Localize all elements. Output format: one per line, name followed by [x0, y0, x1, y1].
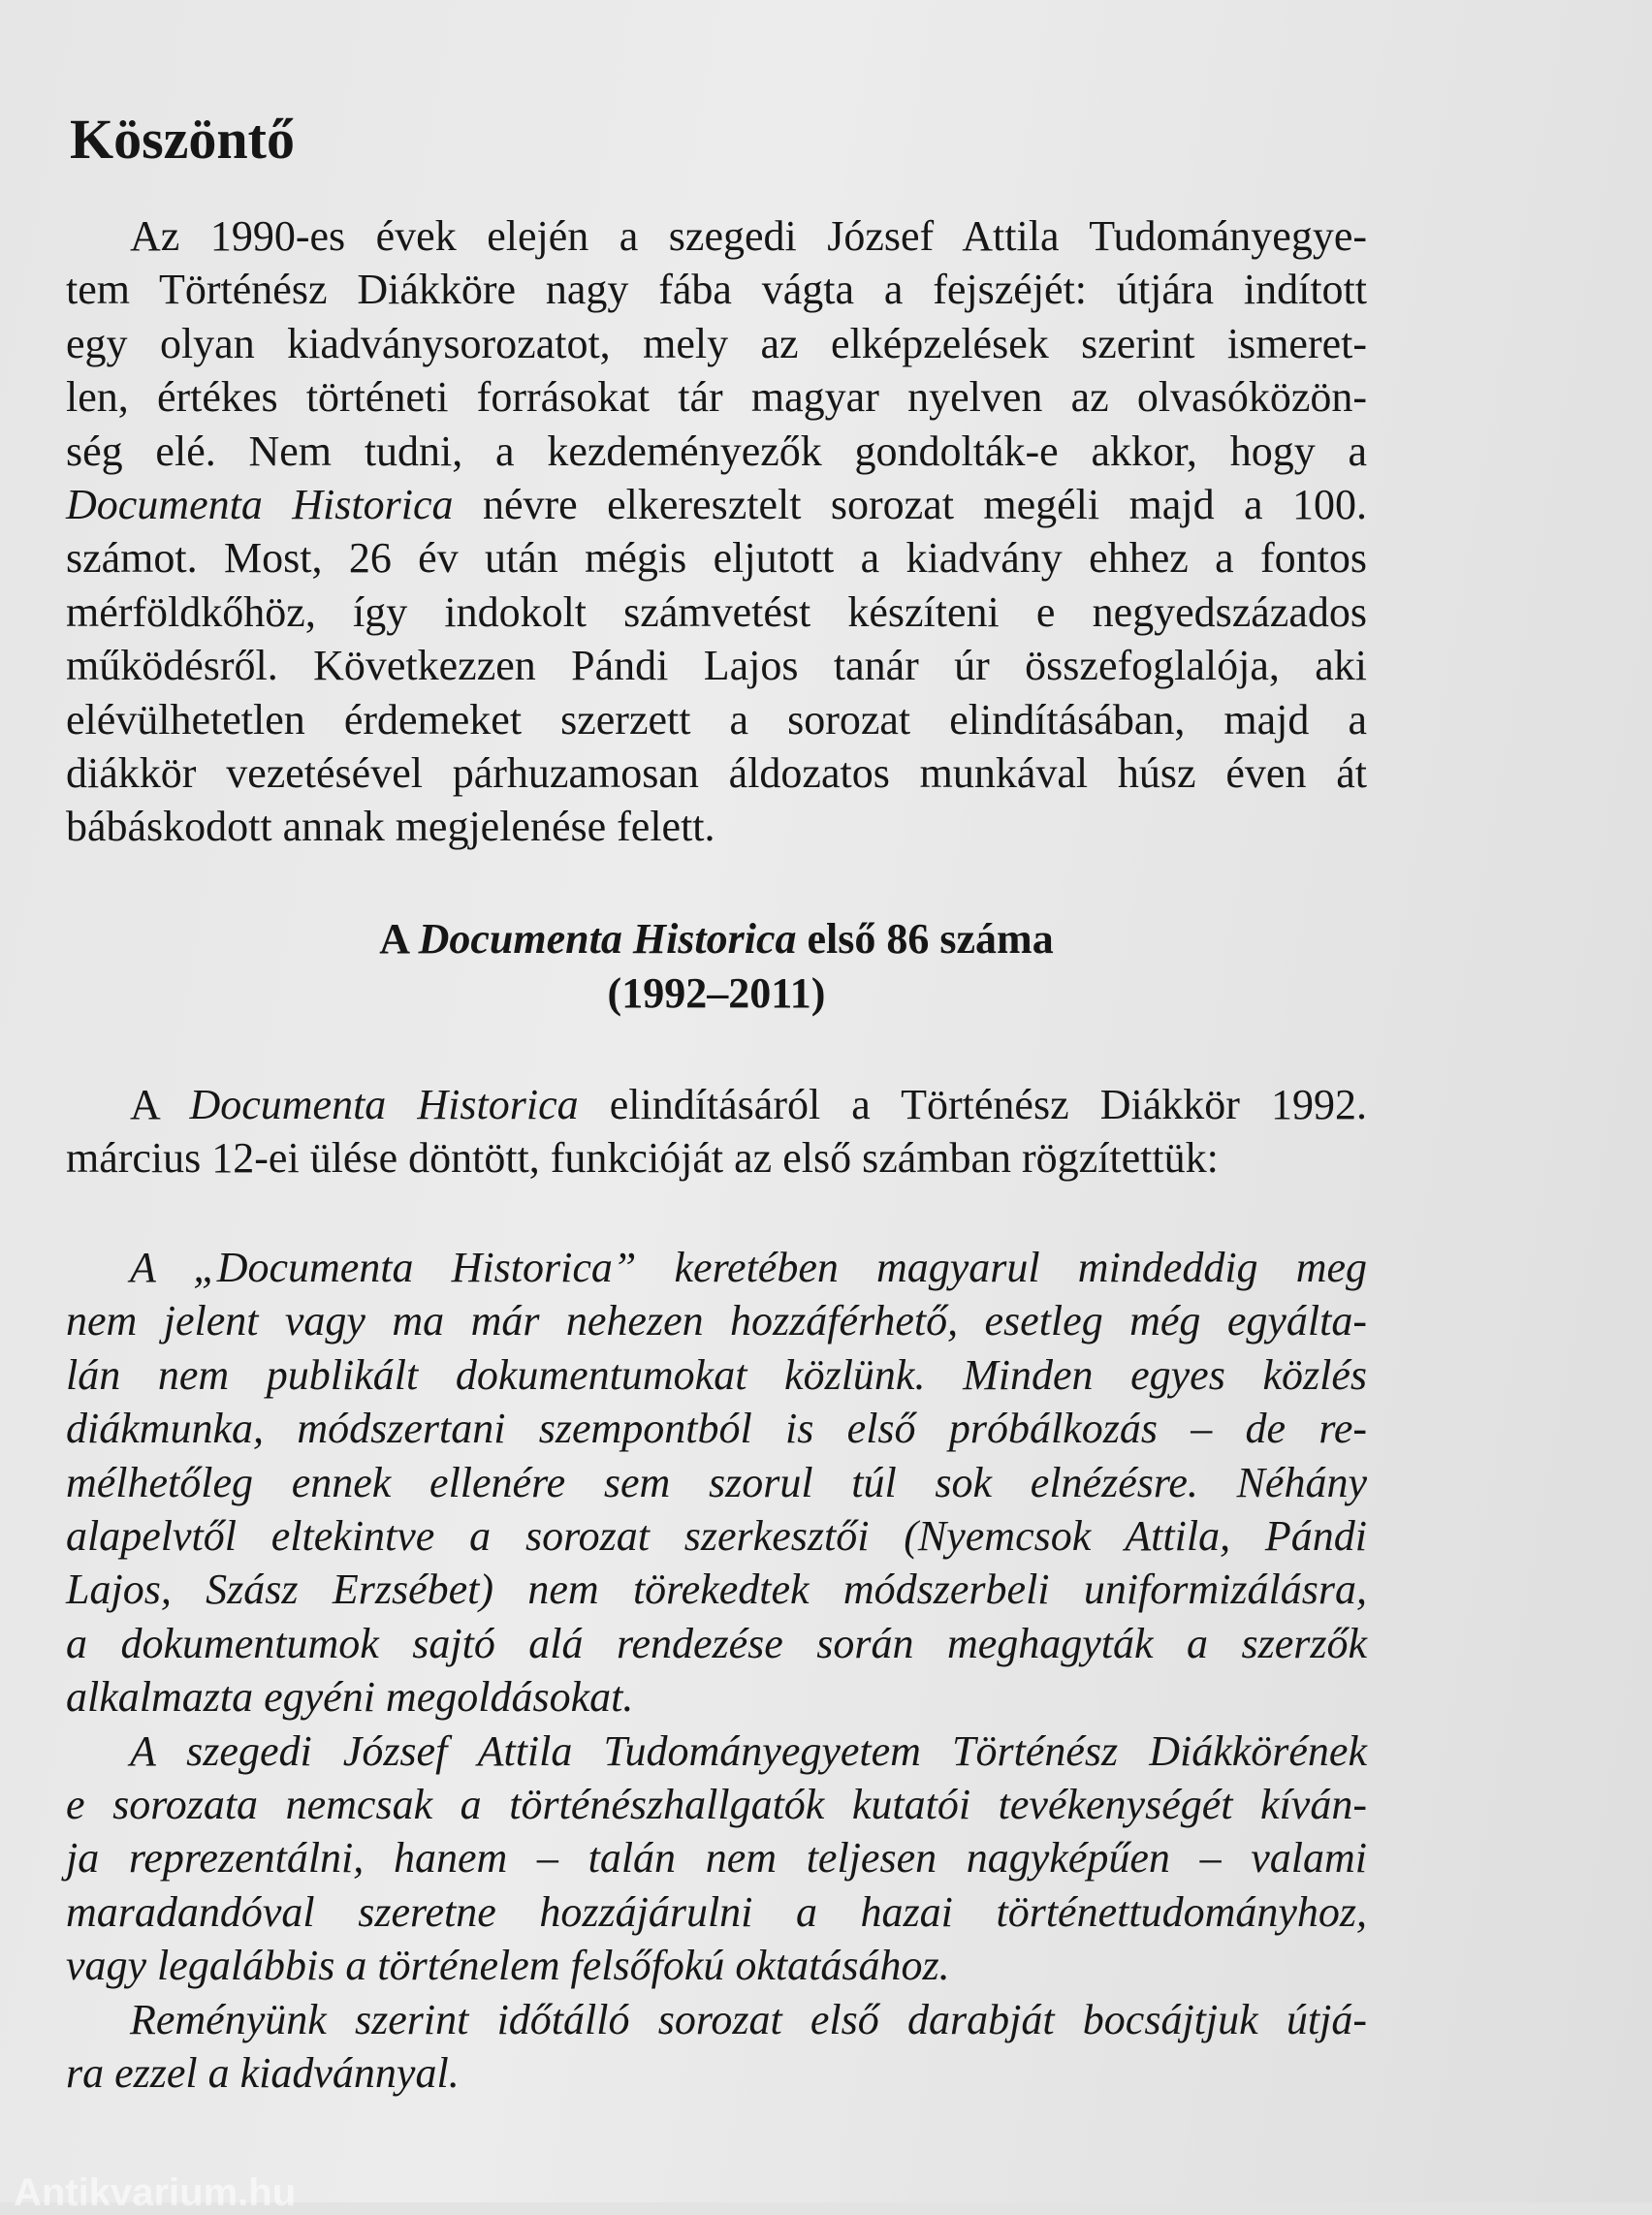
- text-fragment: A: [130, 1081, 190, 1128]
- text-line: a dokumentumok sajtó alá rendezése során meghagyták a szerzők: [66, 1619, 1367, 1667]
- text-line: számot. Most, 26 év után mégis eljutott a kiadvány ehhez a fontos: [66, 534, 1367, 583]
- watermark: Antikvarium.hu: [14, 2171, 297, 2214]
- intro-paragraph: [66, 209, 1367, 854]
- text-line: e sorozata nemcsak a történészhallgatók kutatói tevékenységét kíván-: [66, 1781, 1367, 1829]
- text-line: Reményünk szerint időtálló sorozat első darabját bocsájtjuk útjá-: [130, 1995, 1367, 2043]
- text-fragment: elindításáról a Történész Diákkör 1992.: [578, 1081, 1367, 1128]
- text-line: lán nem publikált dokumentumokat közlünk. Minden egyes közlés: [66, 1350, 1367, 1399]
- text-line: Lajos, Szász Erzsébet) nem törekedtek módszerbeli uniformizálásra,: [66, 1566, 1367, 1614]
- text-line: tem Történész Diákköre nagy fába vágta a fejszéjét: útjára indított: [66, 266, 1367, 314]
- series-name-italic: Documenta Historica: [66, 481, 454, 529]
- text-line: maradandóval szeretne hozzájárulni a hazai történettudományhoz,: [66, 1887, 1367, 1936]
- text-line: diákmunka, módszertani szempontból is első próbálkozás – de re-: [66, 1405, 1367, 1453]
- text-line: nem jelent vagy ma már nehezen hozzáférhető, esetleg még egyálta-: [66, 1297, 1367, 1345]
- text-line: mérföldkőhöz, így indokolt számvetést készíteni e negyedszázados: [66, 587, 1367, 636]
- text-line: március 12-ei ülése döntött, funkcióját az első számban rögzítettük:: [66, 1134, 1219, 1183]
- text-line: bábáskodott annak megjelenése felett.: [66, 803, 715, 851]
- text-line: diákkör vezetésével párhuzamosan áldozatos munkával húsz éven át: [66, 749, 1367, 798]
- text-line: ja reprezentálni, hanem – talán nem teljesen nagyképűen – valami: [66, 1834, 1367, 1883]
- text-line: [66, 1078, 1367, 1131]
- text-line: alapelvtől eltekintve a sorozat szerkesztői (Nyemcsok Attila, Pándi: [66, 1512, 1367, 1561]
- text-line: alkalmazta egyéni megoldásokat.: [66, 1673, 634, 1722]
- text-line: működésről. Következzen Pándi Lajos tanár úr összefoglalója, aki: [66, 642, 1367, 690]
- section-title-prefix: A: [379, 915, 419, 963]
- text-fragment: névre elkeresztelt sorozat megéli majd a 100.: [453, 481, 1367, 529]
- text-line: A „Documenta Historica” keretében magyarul mindeddig meg: [130, 1244, 1367, 1291]
- text-line: ra ezzel a kiadvánnyal.: [66, 2049, 460, 2098]
- section-years: (1992–2011): [607, 969, 826, 1017]
- quoted-passage: [66, 1241, 1367, 2101]
- text-line: elévülhetetlen érdemeket szerzett a sorozat elindításában, majd a: [66, 695, 1367, 744]
- text-line: ség elé. Nem tudni, a kezdeményezők gondolták-e akkor, hogy a: [66, 427, 1367, 475]
- text-line: mélhetőleg ennek ellenére sem szorul túl sok elnézésre. Néhány: [66, 1458, 1367, 1506]
- section-title-italic: Documenta Historica: [418, 915, 797, 963]
- text-line: A szegedi József Attila Tudományegyetem Történész Diákkörének: [130, 1726, 1367, 1775]
- second-paragraph: [66, 1078, 1367, 1186]
- series-name-italic: Documenta Historica: [189, 1081, 579, 1128]
- text-line: vagy legalábbis a történelem felsőfokú oktatásához.: [66, 1942, 950, 1990]
- section-title: [66, 911, 1367, 967]
- section-title-suffix: első 86 száma: [796, 915, 1054, 963]
- text-line: Az 1990-es évek elején a szegedi József Attila Tudományegye-: [130, 212, 1367, 260]
- text-line: [66, 478, 1367, 531]
- text-line: len, értékes történeti forrásokat tár magyar nyelven az olvasóközön-: [66, 373, 1367, 422]
- page-heading: Köszöntő: [70, 108, 295, 171]
- text-line: egy olyan kiadványsorozatot, mely az elképzelések szerint ismeret-: [66, 319, 1367, 367]
